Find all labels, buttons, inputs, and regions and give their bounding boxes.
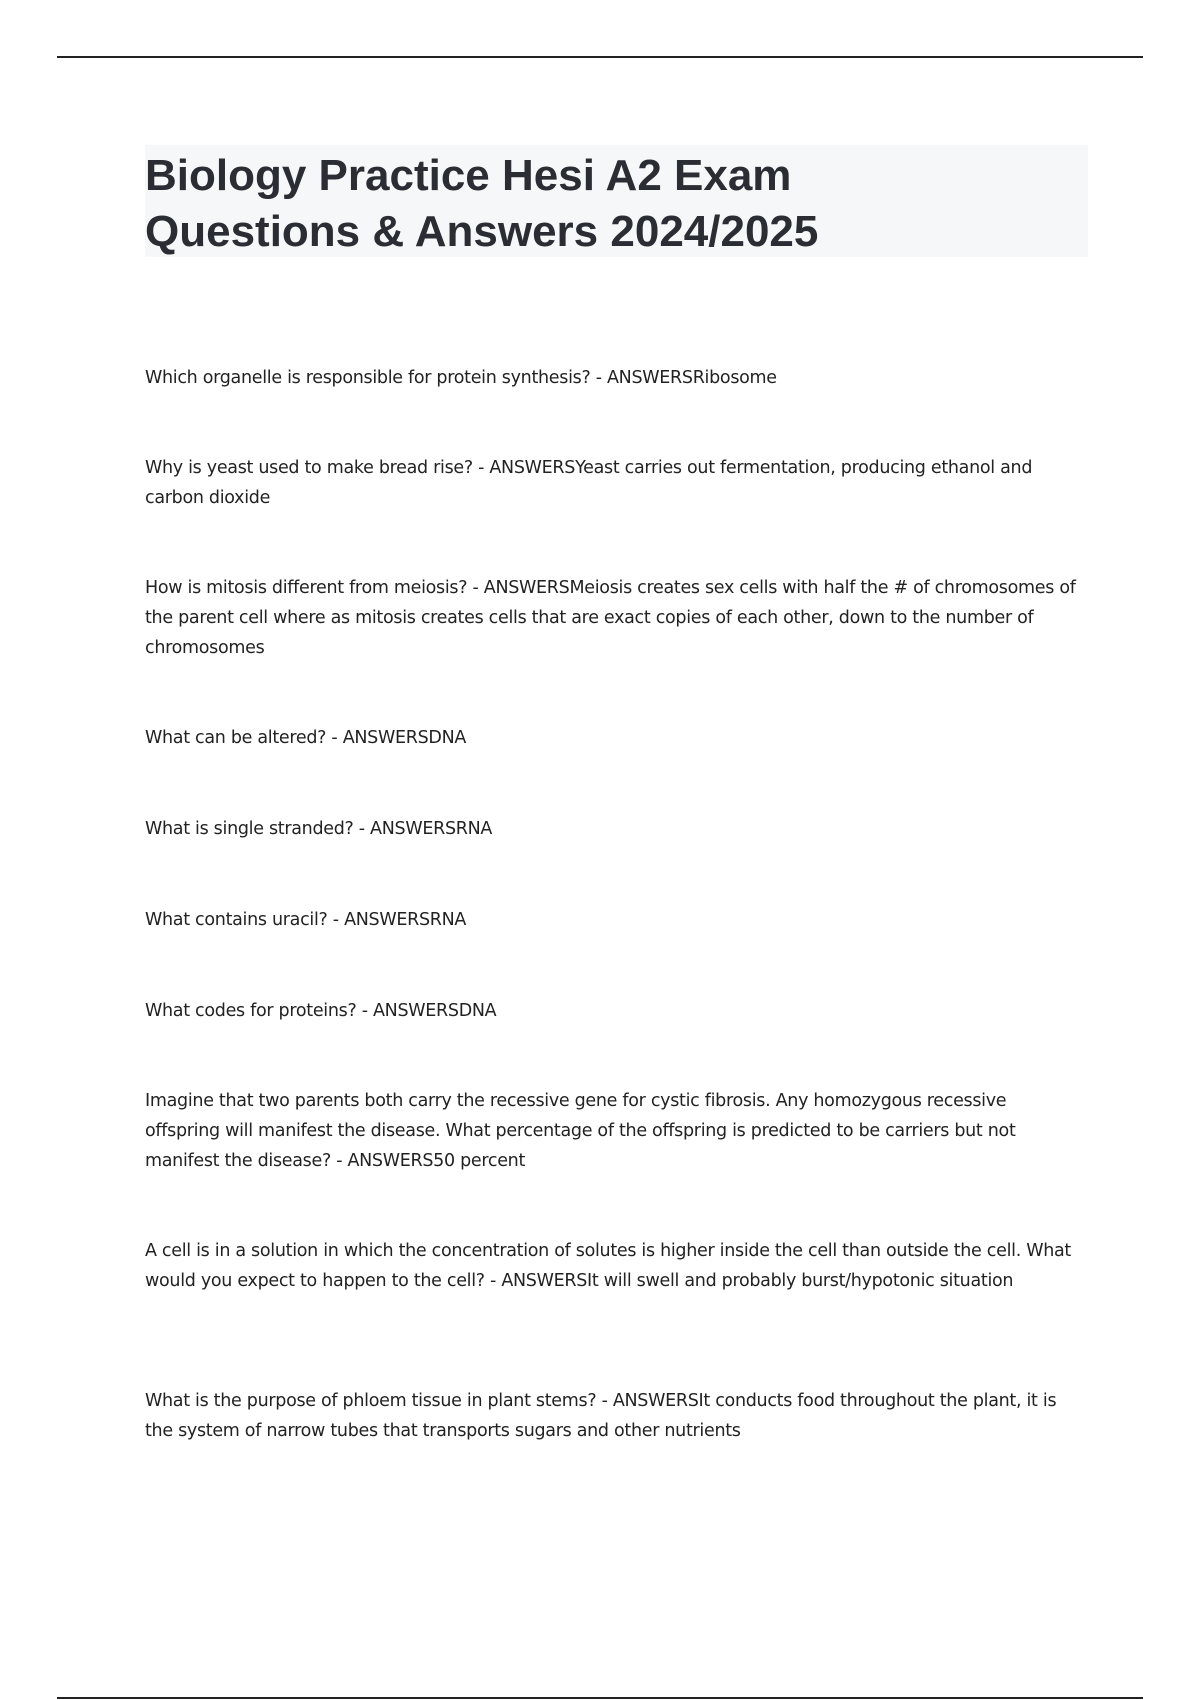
qa-item: Which organelle is responsible for protein synthesis? - ANSWERSRibosome — [145, 367, 777, 388]
qa-item: What can be altered? - ANSWERSDNA — [145, 727, 467, 748]
qa-item: What is single stranded? - ANSWERSRNA — [145, 818, 493, 839]
title-line-1: Biology Practice Hesi A2 Exam — [145, 151, 792, 200]
page-title — [145, 148, 1088, 260]
qa-item: How is mitosis different from meiosis? - ANSWERSMeiosis creates sex cells with half the # of chromosomes of the parent cell where as mitosis creates cells that are exact copies of each other, down to the number of chromosomes — [145, 577, 1076, 658]
qa-item: What is the purpose of phloem tissue in plant stems? - ANSWERSIt conducts food throughout the plant, it is the system of narrow tubes that transports sugars and other nutrients — [145, 1390, 1057, 1441]
qa-item: A cell is in a solution in which the concentration of solutes is higher inside the cell than outside the cell. What would you expect to happen to the cell? - ANSWERSIt will swell and probably burst/hypotonic situation — [145, 1240, 1071, 1291]
qa-item: What contains uracil? - ANSWERSRNA — [145, 909, 467, 930]
qa-item: Imagine that two parents both carry the recessive gene for cystic fibrosis. Any homozygous recessive offspring will manifest the disease. What percentage of the offspring is predicted to be carriers but not manifest the disease? - ANSWERS50 percent — [145, 1090, 1016, 1171]
top-divider — [57, 56, 1143, 58]
qa-item: What codes for proteins? - ANSWERSDNA — [145, 1000, 497, 1021]
title-line-2: Questions & Answers 2024/2025 — [145, 207, 819, 256]
title-block — [145, 145, 1088, 257]
bottom-divider — [57, 1697, 1143, 1699]
qa-item: Why is yeast used to make bread rise? - ANSWERSYeast carries out fermentation, producing ethanol and carbon dioxide — [145, 457, 1033, 508]
